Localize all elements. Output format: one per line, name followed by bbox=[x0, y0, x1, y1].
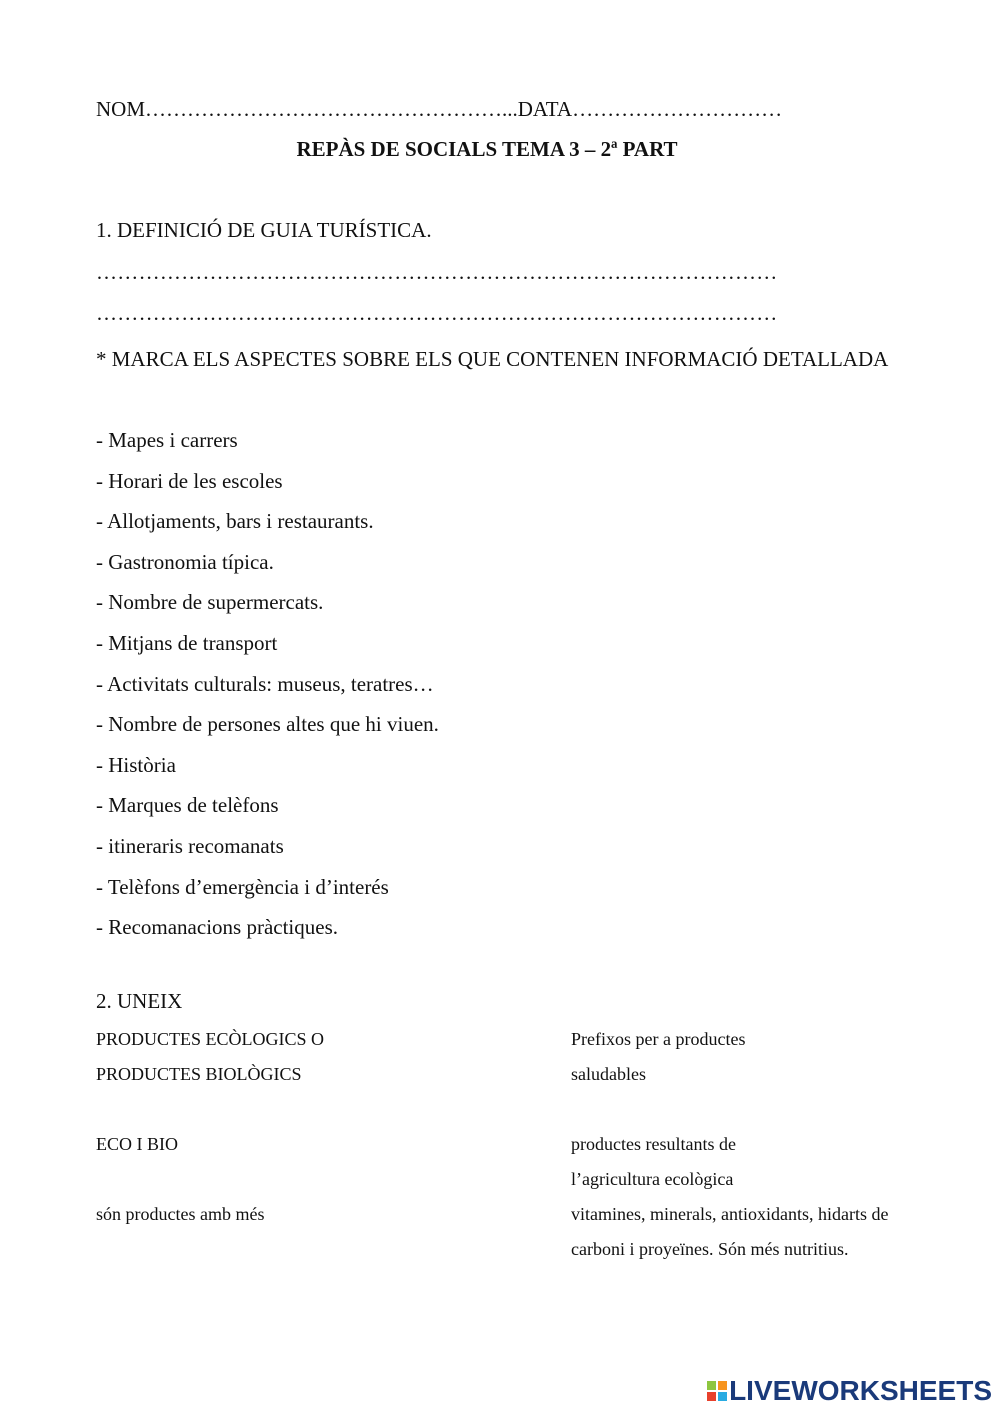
match-left-item-1[interactable]: PRODUCTES ECÒLOGICS O PRODUCTES BIOLÒGICS bbox=[96, 1029, 325, 1084]
match-left-item-3[interactable]: són productes amb més bbox=[96, 1204, 265, 1224]
page-title: REPÀS DE SOCIALS TEMA 3 – 2ª PART bbox=[296, 137, 678, 161]
match-left-item-2[interactable]: ECO I BIO bbox=[96, 1134, 178, 1154]
match-right-item-1[interactable]: Prefixos per a productes saludables bbox=[571, 1029, 746, 1084]
logo-text: LIVEWORKSHEETS bbox=[729, 1375, 992, 1406]
option-item[interactable]: - Horari de les escoles bbox=[96, 468, 283, 493]
option-item[interactable]: - Mapes i carrers bbox=[96, 428, 238, 452]
option-item[interactable]: - Història bbox=[96, 752, 176, 777]
question-2-label: 2. UNEIX bbox=[96, 989, 183, 1013]
option-item[interactable]: - Nombre de persones altes que hi viuen. bbox=[96, 712, 439, 737]
aspects-list bbox=[96, 420, 439, 948]
match-right-item-3[interactable]: vitamines, minerals, antioxidants, hidarts de carboni i proyeïnes. Són més nutritius. bbox=[571, 1204, 889, 1259]
option-item[interactable]: - Allotjaments, bars i restaurants. bbox=[96, 509, 374, 534]
option-item[interactable]: - Recomanacions pràctiques. bbox=[96, 915, 338, 940]
logo-mark-icon bbox=[707, 1381, 727, 1401]
answer-line-2[interactable]: …………………………………………………………………………………… bbox=[96, 301, 778, 325]
option-item[interactable]: - itineraris recomanats bbox=[96, 833, 284, 858]
liveworksheets-logo bbox=[707, 1375, 992, 1407]
option-item[interactable]: - Telèfons d’emergència i d’interés bbox=[96, 874, 389, 899]
logo-square-cyan bbox=[718, 1392, 727, 1401]
option-item[interactable]: - Marques de telèfons bbox=[96, 793, 279, 818]
logo-square-red bbox=[707, 1392, 716, 1401]
logo-square-green bbox=[707, 1381, 716, 1390]
name-date-line: NOM……………………………………………...DATA………………………… bbox=[96, 97, 783, 121]
match-right-item-2[interactable]: productes resultants de l’agricultura ecològica bbox=[571, 1134, 736, 1189]
logo-square-orange bbox=[718, 1381, 727, 1390]
option-item[interactable]: - Gastronomia típica. bbox=[96, 549, 274, 574]
answer-line-1[interactable]: …………………………………………………………………………………… bbox=[96, 260, 778, 284]
question-1-instruction: * MARCA ELS ASPECTES SOBRE ELS QUE CONTENEN INFORMACIÓ DETALLADA bbox=[96, 347, 889, 371]
option-item[interactable]: - Mitjans de transport bbox=[96, 630, 278, 655]
question-1-label: 1. DEFINICIÓ DE GUIA TURÍSTICA. bbox=[96, 218, 432, 242]
option-item[interactable]: - Activitats culturals: museus, teratres… bbox=[96, 671, 434, 696]
option-item[interactable]: - Nombre de supermercats. bbox=[96, 590, 324, 615]
